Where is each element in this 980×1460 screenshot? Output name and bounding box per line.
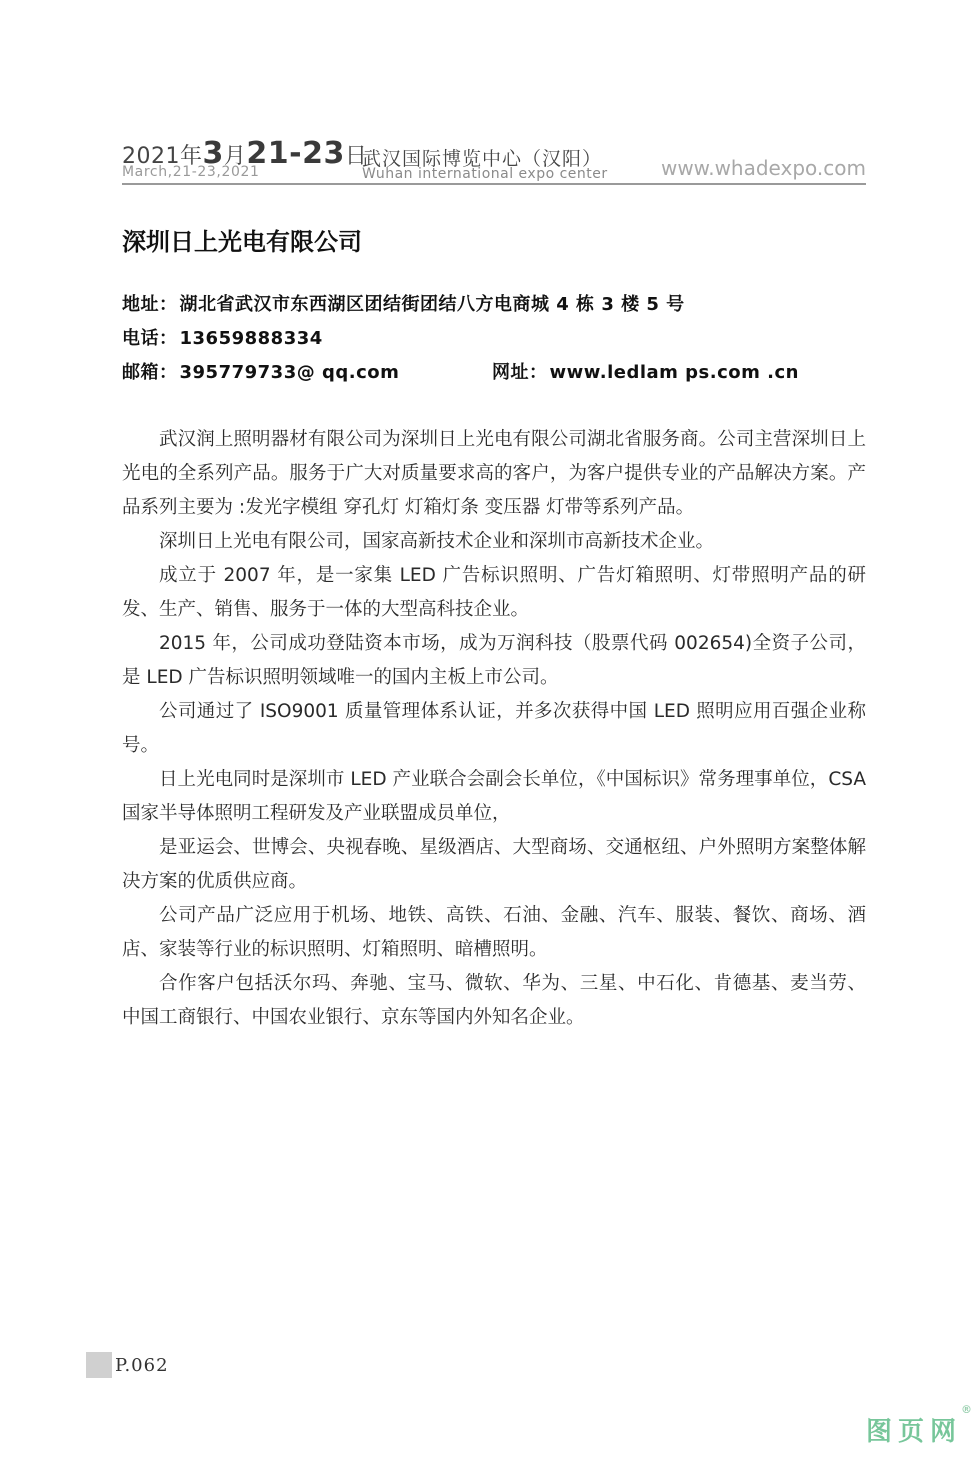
phone-value: 13659888334 bbox=[179, 328, 323, 349]
registered-mark: ® bbox=[961, 1403, 972, 1416]
email-value: 395779733@ qq.com bbox=[179, 362, 400, 383]
company-description bbox=[122, 423, 866, 1035]
company-name: 深圳日上光电有限公司 bbox=[122, 228, 362, 256]
expo-website: www.whadexpo.com bbox=[660, 156, 866, 180]
email-line bbox=[122, 358, 399, 384]
paragraph: 日上光电同时是深圳市 LED 产业联合会副会长单位，《中国标识》常务理事单位，CSA 国家半导体照明工程研发及产业联盟成员单位， bbox=[122, 769, 866, 824]
watermark-logo: 图页网 ® bbox=[865, 1403, 972, 1447]
event-venue: 武汉国际博览中心（汉阳） bbox=[362, 148, 603, 170]
address-label: 地址： bbox=[122, 294, 178, 315]
paragraph: 深圳日上光电有限公司，国家高新技术企业和深圳市高新技术企业。 bbox=[159, 531, 715, 552]
website-line bbox=[492, 358, 799, 384]
page-number bbox=[86, 1352, 169, 1378]
email-label: 邮箱： bbox=[122, 362, 178, 383]
event-date-en: March,21-23,2021 bbox=[122, 164, 260, 180]
paragraph: 合作客户包括沃尔玛、奔驰、宝马、微软、华为、三星、中石化、肯德基、麦当劳、 中国工商银行、中国农业银行、京东等国内外知名企业。 bbox=[122, 973, 866, 1028]
paragraph: 武汉润上照明器材有限公司为深圳日上光电有限公司湖北省服务商。公司主营深圳日上光电的全系列产品。服务于广大对质量要求高的客户，为客户提供专业的产品解决方案。产品系列主要为 :发光字模组 穿孔灯 灯箱灯条 变压器 灯带等系列产品。 bbox=[122, 429, 866, 518]
page-label: P.062 bbox=[115, 1354, 169, 1376]
header-divider bbox=[122, 183, 866, 185]
paragraph: 2015 年，公司成功登陆资本市场，成为万润科技（股票代码 002654)全资子公司，是 LED 广告标识照明领域唯一的国内主板上市公司。 bbox=[122, 633, 866, 688]
phone-line bbox=[122, 324, 323, 350]
address-line bbox=[122, 290, 685, 316]
website-value: www.ledlam ps.com .cn bbox=[549, 362, 799, 383]
paragraph: 公司产品广泛应用于机场、地铁、高铁、石油、金融、汽车、服装、餐饮、商场、酒店、家装等行业的标识照明、灯箱照明、暗槽照明。 bbox=[122, 905, 866, 960]
event-date: 2021年3月21-23日 bbox=[122, 136, 368, 171]
page-marker-block bbox=[86, 1352, 112, 1378]
website-label: 网址： bbox=[492, 362, 548, 383]
address-value: 湖北省武汉市东西湖区团结街团结八方电商城 4 栋 3 楼 5 号 bbox=[179, 294, 685, 315]
paragraph: 公司通过了 ISO9001 质量管理体系认证，并多次获得中国 LED 照明应用百强企业称号。 bbox=[122, 701, 866, 756]
paragraph: 成立于 2007 年，是一家集 LED 广告标识照明、广告灯箱照明、灯带照明产品的研发、生产、销售、服务于一体的大型高科技企业。 bbox=[122, 565, 866, 620]
event-venue-en: Wuhan international expo center bbox=[362, 166, 608, 182]
phone-label: 电话： bbox=[122, 328, 178, 349]
page-header bbox=[122, 132, 866, 186]
paragraph: 是亚运会、世博会、央视春晚、星级酒店、大型商场、交通枢纽、户外照明方案整体解决方案的优质供应商。 bbox=[122, 837, 866, 892]
